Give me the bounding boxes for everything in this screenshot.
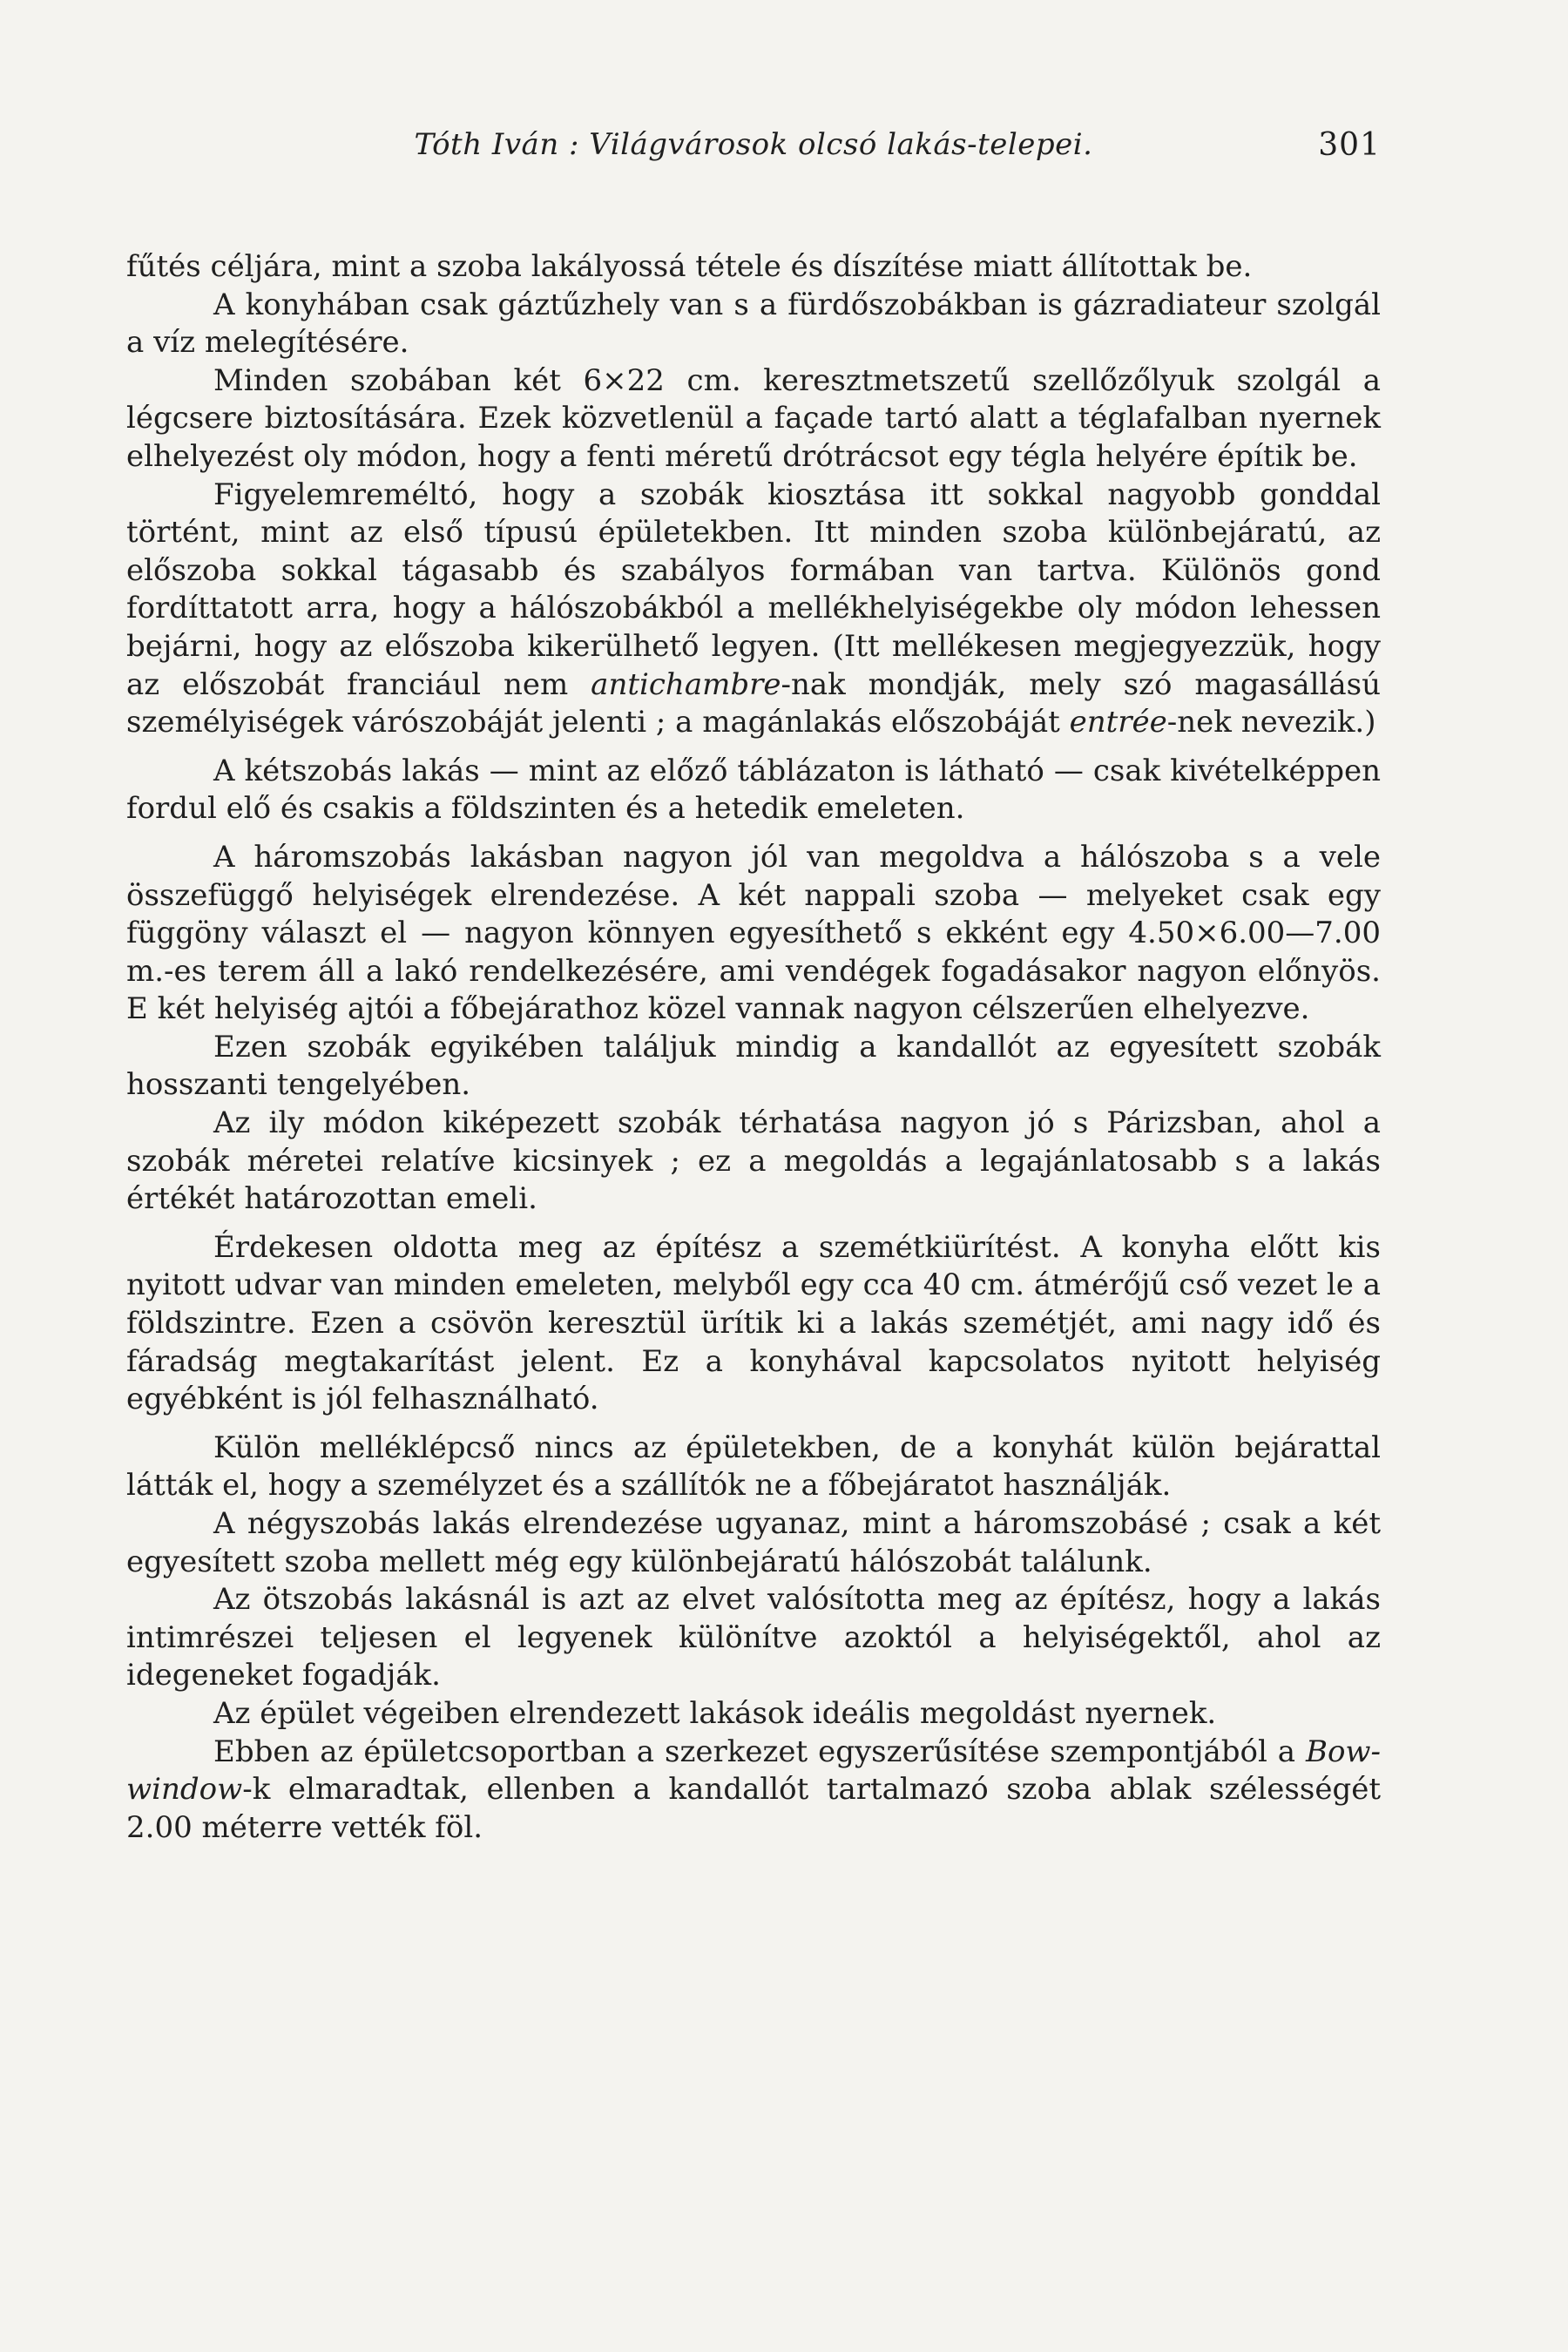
paragraph-text: A kétszobás lakás — mint az előző táblázaton is látható — csak kivételképpen fordul elő és csakis a földszinten és a hetedik emeleten. [126, 753, 1381, 827]
paragraph [126, 1581, 1381, 1695]
paragraph [126, 1029, 1381, 1105]
paragraph [126, 753, 1381, 828]
paragraph [126, 1695, 1381, 1734]
paragraph-text: A négyszobás lakás elrendezése ugyanaz, mint a háromszobásé ; csak a két egyesített szoba mellett még egy különbejáratú hálószobát találunk. [126, 1506, 1381, 1579]
paragraph-text: Ezen szobák egyikében találjuk mindig a kandallót az egyesített szobák hosszanti tengelyében. [126, 1029, 1381, 1103]
paragraph [126, 362, 1381, 476]
paragraph-text: -k elmaradtak, ellenben a kandallót tartalmazó szoba ablak szélességét 2.00 méterre vették föl. [126, 1772, 1381, 1845]
paragraph-text: Külön melléklépcső nincs az épületekben, de a konyhát külön bejárattal látták el, hogy a személyzet és a szállítók ne a főbejáratot használják. [126, 1429, 1381, 1504]
italic-term: Bow-window [126, 1734, 1381, 1808]
paragraph [126, 1105, 1381, 1219]
paragraph-text: -nak mondják, mely szó magasállású személyiségek várószobáját jelenti ; a magánlakás előszobáját [126, 666, 1381, 740]
paragraph [126, 476, 1381, 742]
paragraph-text: -nek nevezik.) [1166, 705, 1376, 740]
paragraph-text: Ebben az épületcsoportban a szerkezet egyszerűsítése szempontjából a [213, 1734, 1306, 1769]
paragraph-text: Figyelemreméltó, hogy a szobák kiosztása itt sokkal nagyobb gonddal történt, mint az első típusú épületekben. Itt minden szoba különbejáratú, az előszoba sokkal tágasabb és szabályos formában van tartva. Különös gond fordíttatott arra, hogy a hálószobákból a mellékhelyiségekbe oly módon lehessen bejárni, hogy az előszoba kikerülhető legyen. (Itt mellékesen megjegyezzük, hogy az előszobát franciául nem [126, 476, 1381, 702]
paragraph [126, 839, 1381, 1029]
paragraph-text: A háromszobás lakásban nagyon jól van megoldva a hálószoba s a vele összefüggő helyiségek elrendezése. A két nappali szoba — melyeket csak egy függöny választ el — nagyon könnyen egyesíthető s ekként egy 4.50×6.00—7.00 m.-es terem áll a lakó rendelkezésére, ami vendégek fogadásakor nagyon előnyös. E két helyiség ajtói a főbejárathoz közel vannak nagyon célszerűen elhelyezve. [126, 839, 1381, 1027]
paragraph [126, 1229, 1381, 1419]
paragraph-text: Minden szobában két 6×22 cm. keresztmetszetű szellőzőlyuk szolgál a légcsere biztosítására. Ezek közvetlenül a façade tartó alatt a téglafalban nyernek elhelyezést oly módon, hogy a fenti méretű drótrácsot egy tégla helyére építik be. [126, 362, 1381, 474]
paragraph-text: Az ily módon kiképezett szobák térhatása nagyon jó s Párizsban, ahol a szobák méretei relatíve kicsinyek ; ez a megoldás a legajánlatosabb s a lakás értékét határozottan emeli. [126, 1105, 1381, 1217]
running-title: Tóth Iván : Világvárosok olcsó lakás-telepei. [414, 127, 1093, 162]
italic-term: entrée [1069, 705, 1167, 740]
page-number: 301 [1318, 127, 1381, 163]
body-text [126, 248, 1381, 1847]
paragraph [126, 1734, 1381, 1848]
paragraph [126, 248, 1381, 287]
paragraph [126, 1429, 1381, 1505]
paragraph-text: Érdekesen oldotta meg az építész a szemétkiürítést. A konyha előtt kis nyitott udvar van minden emeleten, melyből egy cca 40 cm. átmérőjű cső vezet le a földszintre. Ezen a csövön keresztül ürítik ki a lakás szemétjét, ami nagy idő és fáradság megtakarítást jelent. Ez a konyhával kapcsolatos nyitott helyiség egyébként is jól felhasználható. [126, 1229, 1381, 1417]
paragraph-text: Az épület végeiben elrendezett lakások ideális megoldást nyernek. [213, 1695, 1217, 1731]
paragraph [126, 287, 1381, 362]
italic-term: antichambre [591, 666, 781, 702]
paragraph-text: fűtés céljára, mint a szoba lakályossá tétele és díszítése miatt állítottak be. [126, 249, 1253, 284]
paragraph-text: Az ötszobás lakásnál is azt az elvet valósította meg az építész, hogy a lakás intimrészei teljesen el legyenek különítve azoktól a helyiségektől, ahol az idegeneket fogadják. [126, 1582, 1381, 1693]
paragraph [126, 1505, 1381, 1581]
paragraph-text: A konyhában csak gáztűzhely van s a fürdőszobákban is gázradiateur szolgál a víz melegítésére. [126, 287, 1381, 361]
running-head [126, 120, 1381, 172]
